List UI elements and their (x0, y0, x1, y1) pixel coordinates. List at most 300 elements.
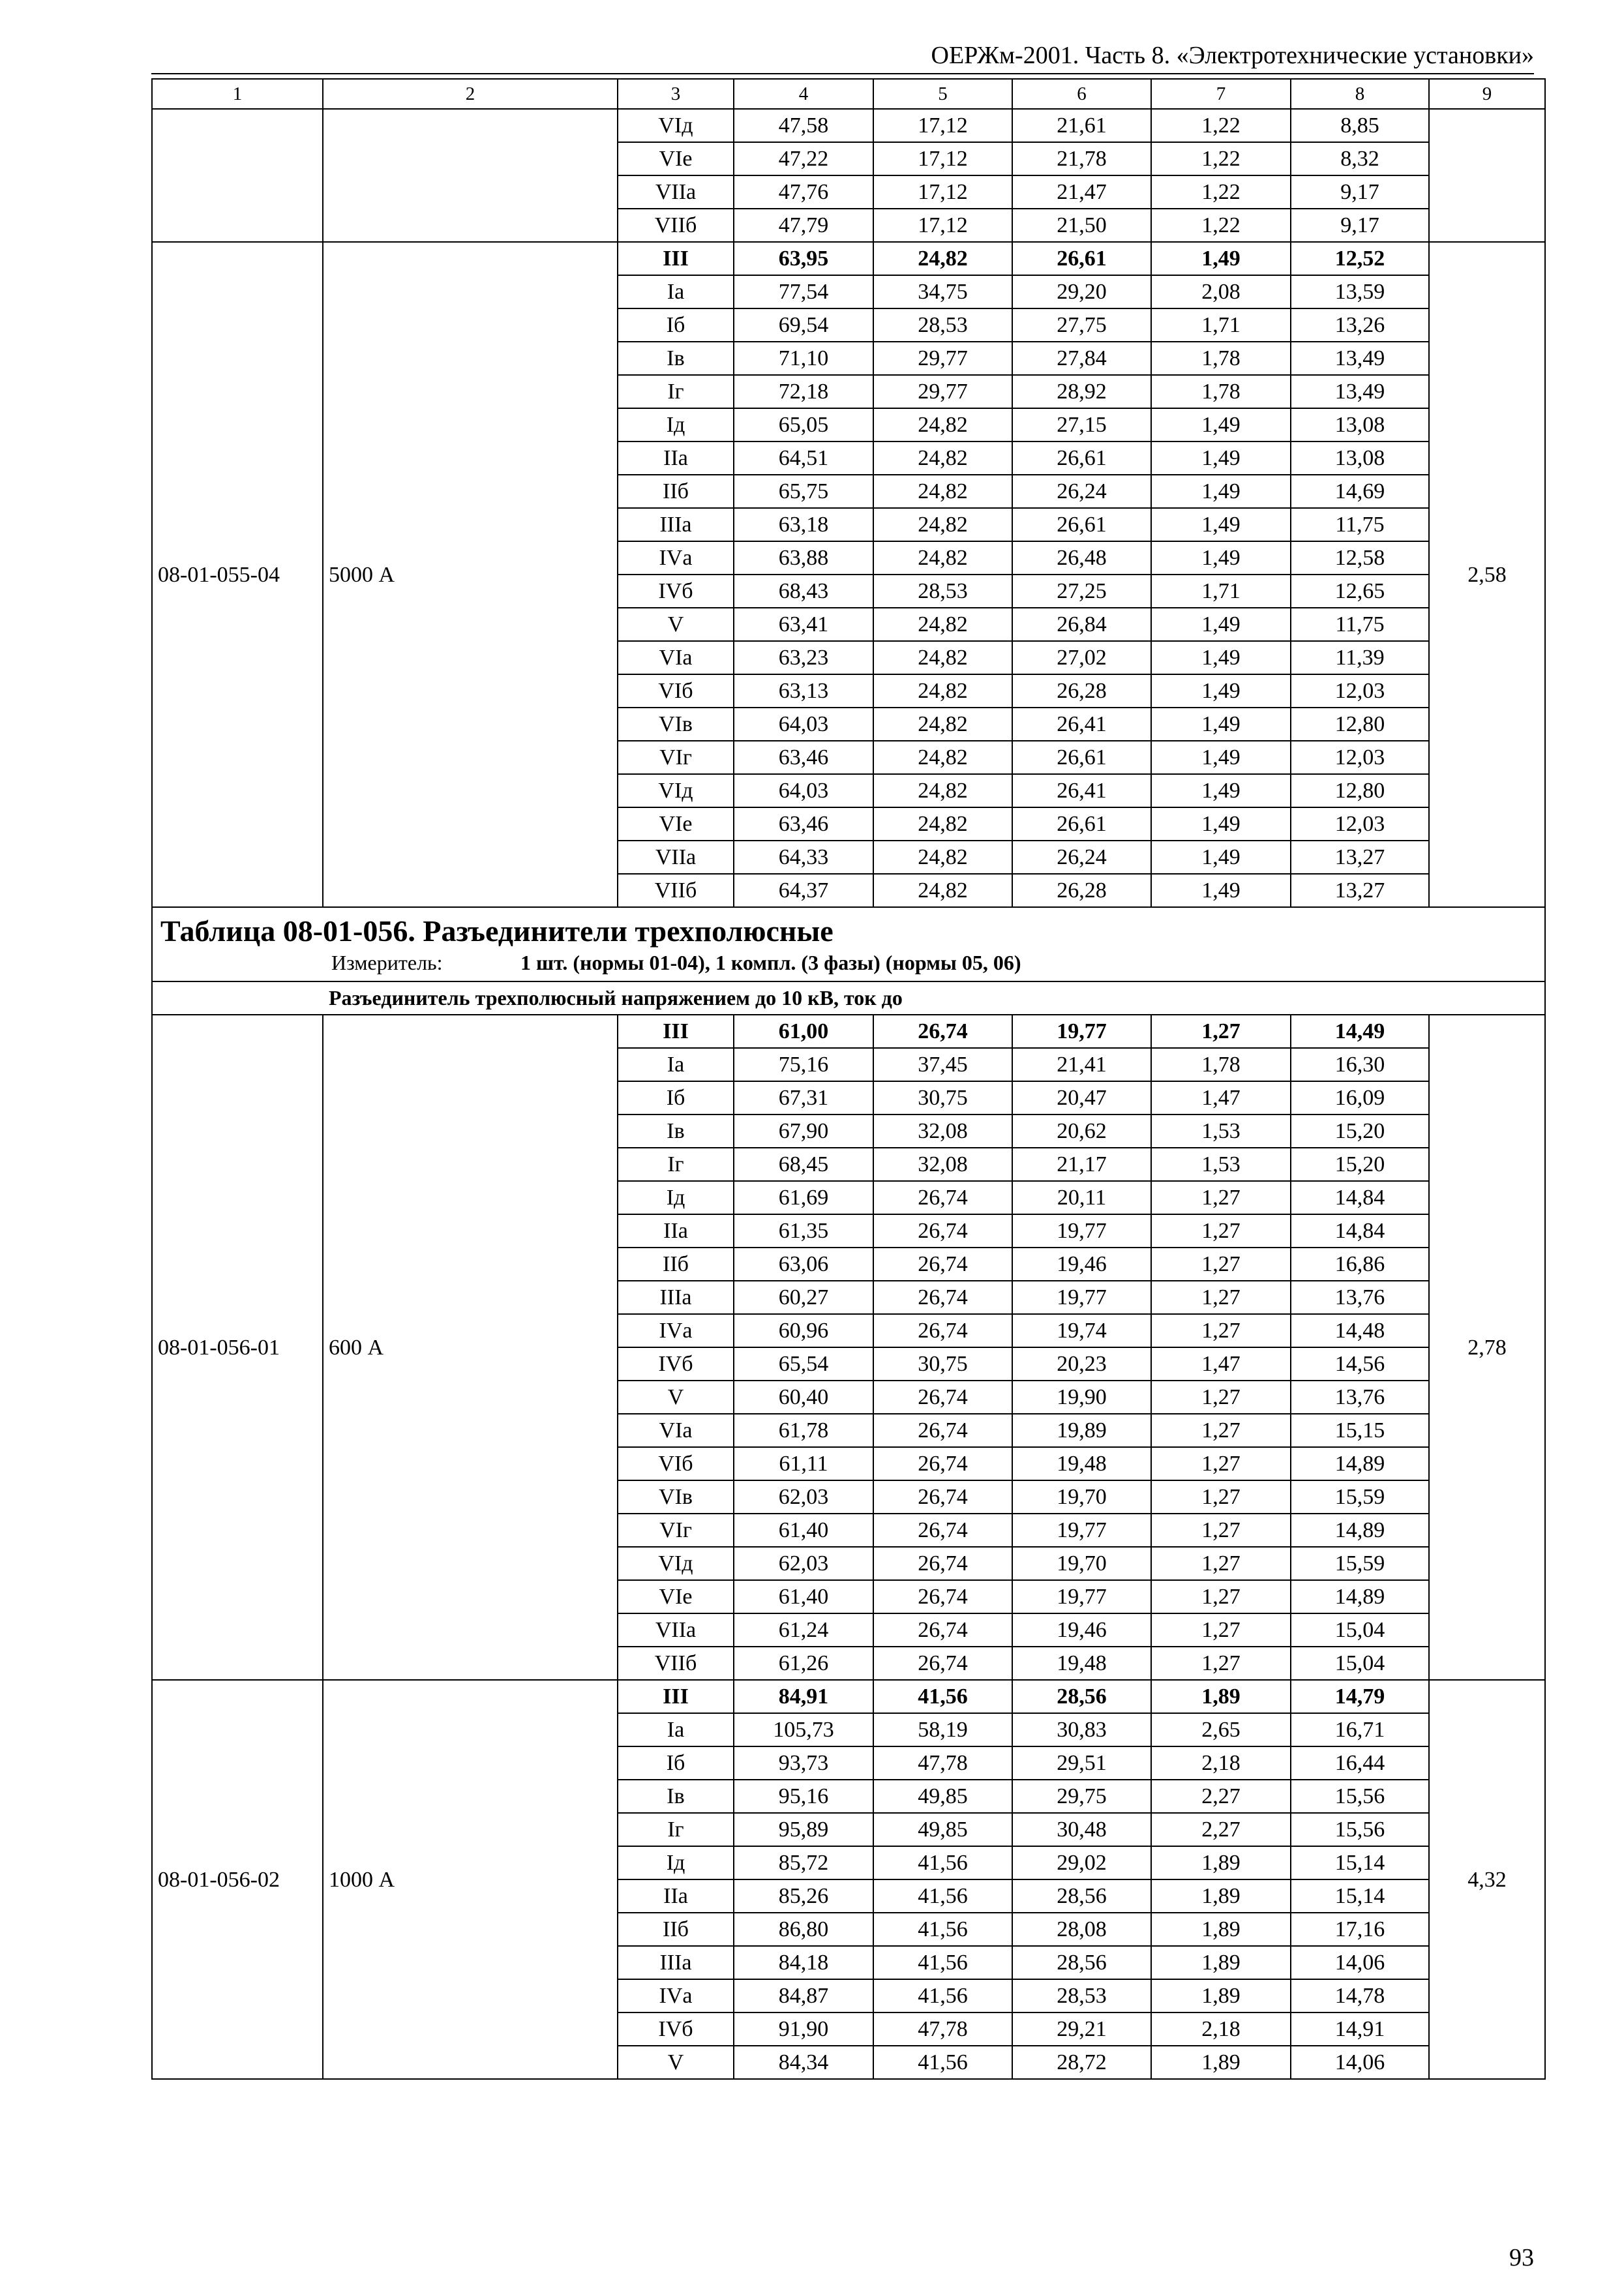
value-col8: 15,20 (1291, 1115, 1429, 1148)
value-col6: 26,61 (1012, 242, 1151, 275)
value-col7: 2,27 (1151, 1780, 1291, 1813)
value-col6: 30,83 (1012, 1713, 1151, 1746)
value-col8: 14,06 (1291, 1946, 1429, 1979)
value-col7: 1,27 (1151, 1181, 1291, 1214)
zone-cell: Iд (618, 408, 734, 441)
value-col7: 1,49 (1151, 475, 1291, 508)
value-col8: 12,52 (1291, 242, 1429, 275)
value-col6: 19,48 (1012, 1647, 1151, 1680)
zone-cell: VIг (618, 1514, 734, 1547)
value-col4: 67,31 (734, 1081, 873, 1115)
value-col7: 1,27 (1151, 1381, 1291, 1414)
zone-cell: Iг (618, 375, 734, 408)
value-col5: 24,82 (873, 475, 1012, 508)
value-col6: 21,50 (1012, 209, 1151, 242)
value-col4: 68,45 (734, 1148, 873, 1181)
value-col8: 14,79 (1291, 1680, 1429, 1713)
zone-cell: IIб (618, 475, 734, 508)
value-col4: 47,76 (734, 175, 873, 209)
value-col8: 13,49 (1291, 375, 1429, 408)
value-col6: 26,61 (1012, 441, 1151, 475)
value-col5: 32,08 (873, 1115, 1012, 1148)
value-col8: 13,49 (1291, 342, 1429, 375)
value-col8: 13,59 (1291, 275, 1429, 308)
value-col4: 61,24 (734, 1613, 873, 1647)
zone-cell: VIIб (618, 874, 734, 907)
value-col5: 26,74 (873, 1281, 1012, 1314)
value-col6: 30,48 (1012, 1813, 1151, 1846)
value-col8: 15,15 (1291, 1414, 1429, 1447)
value-col8: 13,08 (1291, 441, 1429, 475)
value-col5: 29,77 (873, 375, 1012, 408)
table-row (152, 1015, 1545, 1048)
value-col4: 69,54 (734, 308, 873, 342)
norm-code (152, 109, 323, 242)
column-number: 3 (618, 79, 734, 109)
value-col8: 12,03 (1291, 807, 1429, 841)
zone-cell: VIIб (618, 209, 734, 242)
value-col7: 1,53 (1151, 1115, 1291, 1148)
value-col5: 47,78 (873, 2012, 1012, 2046)
norm-name (323, 109, 618, 242)
value-col7: 2,27 (1151, 1813, 1291, 1846)
value-col8: 14,49 (1291, 1015, 1429, 1048)
value-col5: 26,74 (873, 1480, 1012, 1514)
value-col5: 47,78 (873, 1746, 1012, 1780)
value-col8: 16,09 (1291, 1081, 1429, 1115)
value-col8: 11,75 (1291, 608, 1429, 641)
value-col6: 27,75 (1012, 308, 1151, 342)
column-number: 2 (323, 79, 618, 109)
value-col4: 60,40 (734, 1381, 873, 1414)
value-col6: 19,77 (1012, 1514, 1151, 1547)
value-col7: 1,49 (1151, 408, 1291, 441)
value-col7: 1,49 (1151, 774, 1291, 807)
value-col7: 1,22 (1151, 209, 1291, 242)
value-col5: 26,74 (873, 1613, 1012, 1647)
value-col5: 41,56 (873, 2046, 1012, 2079)
value-col8: 13,26 (1291, 308, 1429, 342)
value-col7: 1,27 (1151, 1514, 1291, 1547)
value-col6: 19,90 (1012, 1381, 1151, 1414)
value-col6: 28,56 (1012, 1879, 1151, 1913)
value-col6: 19,48 (1012, 1447, 1151, 1480)
value-col5: 17,12 (873, 142, 1012, 175)
value-col8: 15,04 (1291, 1613, 1429, 1647)
zone-cell: III (618, 1680, 734, 1713)
value-col4: 47,22 (734, 142, 873, 175)
column-number-row (152, 79, 1545, 109)
value-col7: 1,89 (1151, 1846, 1291, 1879)
table-title: Таблица 08-01-056. Разъединители трехполюсные (160, 914, 834, 948)
value-col5: 49,85 (873, 1813, 1012, 1846)
value-col8: 15,14 (1291, 1846, 1429, 1879)
table-row (152, 109, 1545, 142)
value-col6: 28,56 (1012, 1680, 1151, 1713)
value-col6: 29,75 (1012, 1780, 1151, 1813)
value-col4: 64,51 (734, 441, 873, 475)
norms-table (151, 78, 1546, 2080)
value-col6: 19,77 (1012, 1580, 1151, 1613)
zone-cell: V (618, 2046, 734, 2079)
running-header: ОЕРЖм-2001. Часть 8. «Электротехнические установки» (931, 42, 1534, 69)
value-col5: 26,74 (873, 1381, 1012, 1414)
zone-cell: Iа (618, 275, 734, 308)
zone-cell: Iг (618, 1813, 734, 1846)
value-col8: 9,17 (1291, 175, 1429, 209)
value-col4: 61,35 (734, 1214, 873, 1248)
value-col4: 63,46 (734, 807, 873, 841)
value-col8: 14,84 (1291, 1181, 1429, 1214)
value-col5: 17,12 (873, 175, 1012, 209)
value-col4: 61,69 (734, 1181, 873, 1214)
zone-cell: V (618, 1381, 734, 1414)
value-col7: 1,49 (1151, 641, 1291, 674)
value-col5: 32,08 (873, 1148, 1012, 1181)
value-col4: 86,80 (734, 1913, 873, 1946)
value-col6: 19,77 (1012, 1281, 1151, 1314)
value-col6: 27,02 (1012, 641, 1151, 674)
value-col8: 15,56 (1291, 1780, 1429, 1813)
value-col7: 1,78 (1151, 375, 1291, 408)
value-col6: 19,46 (1012, 1248, 1151, 1281)
column-number: 8 (1291, 79, 1429, 109)
value-col5: 24,82 (873, 807, 1012, 841)
table-title-row (152, 907, 1545, 981)
value-col6: 19,70 (1012, 1547, 1151, 1580)
value-col8: 13,76 (1291, 1381, 1429, 1414)
value-col8: 14,89 (1291, 1580, 1429, 1613)
value-col4: 61,40 (734, 1514, 873, 1547)
column-number: 9 (1429, 79, 1545, 109)
value-col5: 26,74 (873, 1181, 1012, 1214)
value-col7: 1,78 (1151, 342, 1291, 375)
zone-cell: III (618, 1015, 734, 1048)
value-col6: 21,17 (1012, 1148, 1151, 1181)
value-col8: 12,80 (1291, 708, 1429, 741)
value-col6: 29,51 (1012, 1746, 1151, 1780)
norm-code: 08-01-056-02 (152, 1680, 323, 2079)
value-col5: 24,82 (873, 608, 1012, 641)
value-col5: 24,82 (873, 708, 1012, 741)
value-col8: 13,76 (1291, 1281, 1429, 1314)
value-col8: 15,59 (1291, 1480, 1429, 1514)
value-col8: 12,03 (1291, 741, 1429, 774)
value-col7: 1,47 (1151, 1081, 1291, 1115)
value-col5: 29,77 (873, 342, 1012, 375)
subheading: Разъединитель трехполюсный напряжением до 10 кВ, ток до (152, 981, 1545, 1015)
value-col4: 95,89 (734, 1813, 873, 1846)
value-col7: 2,65 (1151, 1713, 1291, 1746)
value-col5: 24,82 (873, 741, 1012, 774)
value-col4: 47,79 (734, 209, 873, 242)
value-col8: 13,27 (1291, 874, 1429, 907)
value-col5: 26,74 (873, 1547, 1012, 1580)
value-col8: 15,04 (1291, 1647, 1429, 1680)
value-col5: 30,75 (873, 1347, 1012, 1381)
value-col5: 41,56 (873, 1680, 1012, 1713)
value-col4: 65,54 (734, 1347, 873, 1381)
value-col4: 84,34 (734, 2046, 873, 2079)
value-col9: 2,78 (1429, 1015, 1545, 1680)
value-col8: 14,06 (1291, 2046, 1429, 2079)
value-col8: 9,17 (1291, 209, 1429, 242)
value-col6: 27,15 (1012, 408, 1151, 441)
value-col6: 20,62 (1012, 1115, 1151, 1148)
value-col4: 63,95 (734, 242, 873, 275)
value-col5: 24,82 (873, 541, 1012, 575)
zone-cell: VIд (618, 109, 734, 142)
value-col5: 26,74 (873, 1414, 1012, 1447)
value-col5: 17,12 (873, 109, 1012, 142)
value-col4: 60,96 (734, 1314, 873, 1347)
value-col5: 24,82 (873, 641, 1012, 674)
value-col7: 1,89 (1151, 1680, 1291, 1713)
value-col7: 1,49 (1151, 608, 1291, 641)
value-col4: 84,91 (734, 1680, 873, 1713)
value-col7: 1,89 (1151, 1879, 1291, 1913)
value-col7: 2,18 (1151, 1746, 1291, 1780)
value-col5: 24,82 (873, 508, 1012, 541)
value-col7: 1,49 (1151, 874, 1291, 907)
zone-cell: IIб (618, 1913, 734, 1946)
zone-cell: VIд (618, 1547, 734, 1580)
value-col4: 64,03 (734, 774, 873, 807)
value-col6: 28,08 (1012, 1913, 1151, 1946)
meter-label: Измеритель: (331, 951, 443, 974)
value-col4: 61,00 (734, 1015, 873, 1048)
zone-cell: IVа (618, 1979, 734, 2012)
zone-cell: Iб (618, 308, 734, 342)
value-col6: 27,25 (1012, 575, 1151, 608)
value-col5: 24,82 (873, 841, 1012, 874)
zone-cell: VIIб (618, 1647, 734, 1680)
value-col5: 26,74 (873, 1248, 1012, 1281)
zone-cell: IVа (618, 541, 734, 575)
value-col8: 14,69 (1291, 475, 1429, 508)
column-number: 6 (1012, 79, 1151, 109)
value-col5: 41,56 (873, 1979, 1012, 2012)
zone-cell: VIб (618, 674, 734, 708)
zone-cell: Iв (618, 1780, 734, 1813)
column-number: 1 (152, 79, 323, 109)
value-col5: 41,56 (873, 1879, 1012, 1913)
value-col4: 63,41 (734, 608, 873, 641)
value-col6: 20,23 (1012, 1347, 1151, 1381)
value-col4: 84,18 (734, 1946, 873, 1979)
zone-cell: VIв (618, 708, 734, 741)
value-col4: 61,26 (734, 1647, 873, 1680)
zone-cell: IVб (618, 575, 734, 608)
value-col7: 1,78 (1151, 1048, 1291, 1081)
value-col4: 77,54 (734, 275, 873, 308)
value-col6: 19,89 (1012, 1414, 1151, 1447)
value-col6: 26,28 (1012, 874, 1151, 907)
table-row (152, 242, 1545, 275)
value-col4: 105,73 (734, 1713, 873, 1746)
value-col6: 20,11 (1012, 1181, 1151, 1214)
value-col8: 14,84 (1291, 1214, 1429, 1248)
value-col4: 72,18 (734, 375, 873, 408)
value-col5: 26,74 (873, 1647, 1012, 1680)
value-col4: 64,03 (734, 708, 873, 741)
value-col4: 62,03 (734, 1480, 873, 1514)
zone-cell: VIIа (618, 1613, 734, 1647)
value-col7: 1,27 (1151, 1447, 1291, 1480)
zone-cell: Iв (618, 342, 734, 375)
zone-cell: III (618, 242, 734, 275)
value-col7: 1,89 (1151, 1913, 1291, 1946)
value-col8: 8,85 (1291, 109, 1429, 142)
value-col8: 8,32 (1291, 142, 1429, 175)
value-col4: 67,90 (734, 1115, 873, 1148)
value-col7: 1,27 (1151, 1580, 1291, 1613)
zone-cell: VIв (618, 1480, 734, 1514)
value-col6: 20,47 (1012, 1081, 1151, 1115)
zone-cell: VIе (618, 142, 734, 175)
value-col7: 1,27 (1151, 1647, 1291, 1680)
value-col5: 41,56 (873, 1846, 1012, 1879)
value-col6: 19,77 (1012, 1015, 1151, 1048)
column-number: 4 (734, 79, 873, 109)
value-col5: 26,74 (873, 1314, 1012, 1347)
value-col8: 16,44 (1291, 1746, 1429, 1780)
value-col8: 15,14 (1291, 1879, 1429, 1913)
value-col7: 1,49 (1151, 841, 1291, 874)
zone-cell: VIа (618, 641, 734, 674)
zone-cell: V (618, 608, 734, 641)
value-col7: 1,27 (1151, 1015, 1291, 1048)
value-col4: 63,88 (734, 541, 873, 575)
zone-cell: VIг (618, 741, 734, 774)
value-col4: 63,06 (734, 1248, 873, 1281)
value-col5: 30,75 (873, 1081, 1012, 1115)
value-col7: 1,27 (1151, 1414, 1291, 1447)
value-col5: 24,82 (873, 874, 1012, 907)
value-col4: 71,10 (734, 342, 873, 375)
value-col7: 1,49 (1151, 708, 1291, 741)
value-col8: 16,86 (1291, 1248, 1429, 1281)
value-col7: 1,27 (1151, 1248, 1291, 1281)
value-col4: 85,26 (734, 1879, 873, 1913)
zone-cell: Iв (618, 1115, 734, 1148)
value-col4: 65,75 (734, 475, 873, 508)
value-col5: 34,75 (873, 275, 1012, 308)
value-col4: 63,18 (734, 508, 873, 541)
meter-line (160, 950, 1537, 976)
zone-cell: IIIа (618, 1946, 734, 1979)
value-col7: 1,89 (1151, 1979, 1291, 2012)
value-col8: 12,65 (1291, 575, 1429, 608)
value-col7: 1,49 (1151, 741, 1291, 774)
value-col6: 21,61 (1012, 109, 1151, 142)
value-col8: 14,78 (1291, 1979, 1429, 2012)
value-col7: 1,89 (1151, 2046, 1291, 2079)
value-col7: 1,27 (1151, 1480, 1291, 1514)
value-col4: 64,37 (734, 874, 873, 907)
value-col9: 4,32 (1429, 1680, 1545, 2079)
value-col5: 24,82 (873, 674, 1012, 708)
value-col4: 63,13 (734, 674, 873, 708)
value-col4: 63,46 (734, 741, 873, 774)
zone-cell: Iд (618, 1846, 734, 1879)
value-col5: 26,74 (873, 1214, 1012, 1248)
value-col4: 64,33 (734, 841, 873, 874)
value-col7: 1,27 (1151, 1613, 1291, 1647)
value-col6: 26,28 (1012, 674, 1151, 708)
value-col8: 15,56 (1291, 1813, 1429, 1846)
value-col4: 93,73 (734, 1746, 873, 1780)
value-col6: 29,20 (1012, 275, 1151, 308)
value-col7: 1,89 (1151, 1946, 1291, 1979)
zone-cell: Iа (618, 1048, 734, 1081)
value-col6: 28,72 (1012, 2046, 1151, 2079)
value-col4: 62,03 (734, 1547, 873, 1580)
value-col7: 1,22 (1151, 175, 1291, 209)
zone-cell: VIIа (618, 841, 734, 874)
subheading-row (152, 981, 1545, 1015)
value-col7: 1,27 (1151, 1547, 1291, 1580)
value-col7: 1,49 (1151, 674, 1291, 708)
value-col6: 21,41 (1012, 1048, 1151, 1081)
value-col8: 14,48 (1291, 1314, 1429, 1347)
value-col5: 26,74 (873, 1514, 1012, 1547)
zone-cell: Iг (618, 1148, 734, 1181)
table-row (152, 1680, 1545, 1713)
value-col8: 17,16 (1291, 1913, 1429, 1946)
zone-cell: Iб (618, 1081, 734, 1115)
value-col4: 95,16 (734, 1780, 873, 1813)
header-rule (151, 73, 1534, 74)
value-col5: 24,82 (873, 441, 1012, 475)
value-col6: 26,61 (1012, 508, 1151, 541)
value-col7: 2,08 (1151, 275, 1291, 308)
value-col6: 27,84 (1012, 342, 1151, 375)
value-col8: 14,91 (1291, 2012, 1429, 2046)
value-col6: 19,74 (1012, 1314, 1151, 1347)
value-col9: 2,58 (1429, 242, 1545, 907)
value-col6: 29,02 (1012, 1846, 1151, 1879)
value-col6: 29,21 (1012, 2012, 1151, 2046)
value-col5: 24,82 (873, 242, 1012, 275)
value-col8: 13,08 (1291, 408, 1429, 441)
norm-name: 5000 А (323, 242, 618, 907)
value-col7: 1,27 (1151, 1314, 1291, 1347)
value-col5: 28,53 (873, 308, 1012, 342)
value-col4: 65,05 (734, 408, 873, 441)
value-col6: 26,24 (1012, 841, 1151, 874)
value-col6: 26,61 (1012, 741, 1151, 774)
value-col8: 16,30 (1291, 1048, 1429, 1081)
value-col8: 11,39 (1291, 641, 1429, 674)
value-col6: 19,70 (1012, 1480, 1151, 1514)
table-body (152, 79, 1545, 2079)
value-col7: 1,22 (1151, 142, 1291, 175)
value-col4: 60,27 (734, 1281, 873, 1314)
value-col6: 21,47 (1012, 175, 1151, 209)
value-col5: 26,74 (873, 1015, 1012, 1048)
value-col6: 26,61 (1012, 807, 1151, 841)
norm-code: 08-01-056-01 (152, 1015, 323, 1680)
column-number: 7 (1151, 79, 1291, 109)
value-col5: 26,74 (873, 1580, 1012, 1613)
value-col5: 37,45 (873, 1048, 1012, 1081)
zone-cell: VIIа (618, 175, 734, 209)
value-col5: 26,74 (873, 1447, 1012, 1480)
value-col8: 15,59 (1291, 1547, 1429, 1580)
value-col4: 75,16 (734, 1048, 873, 1081)
zone-cell: IIб (618, 1248, 734, 1281)
